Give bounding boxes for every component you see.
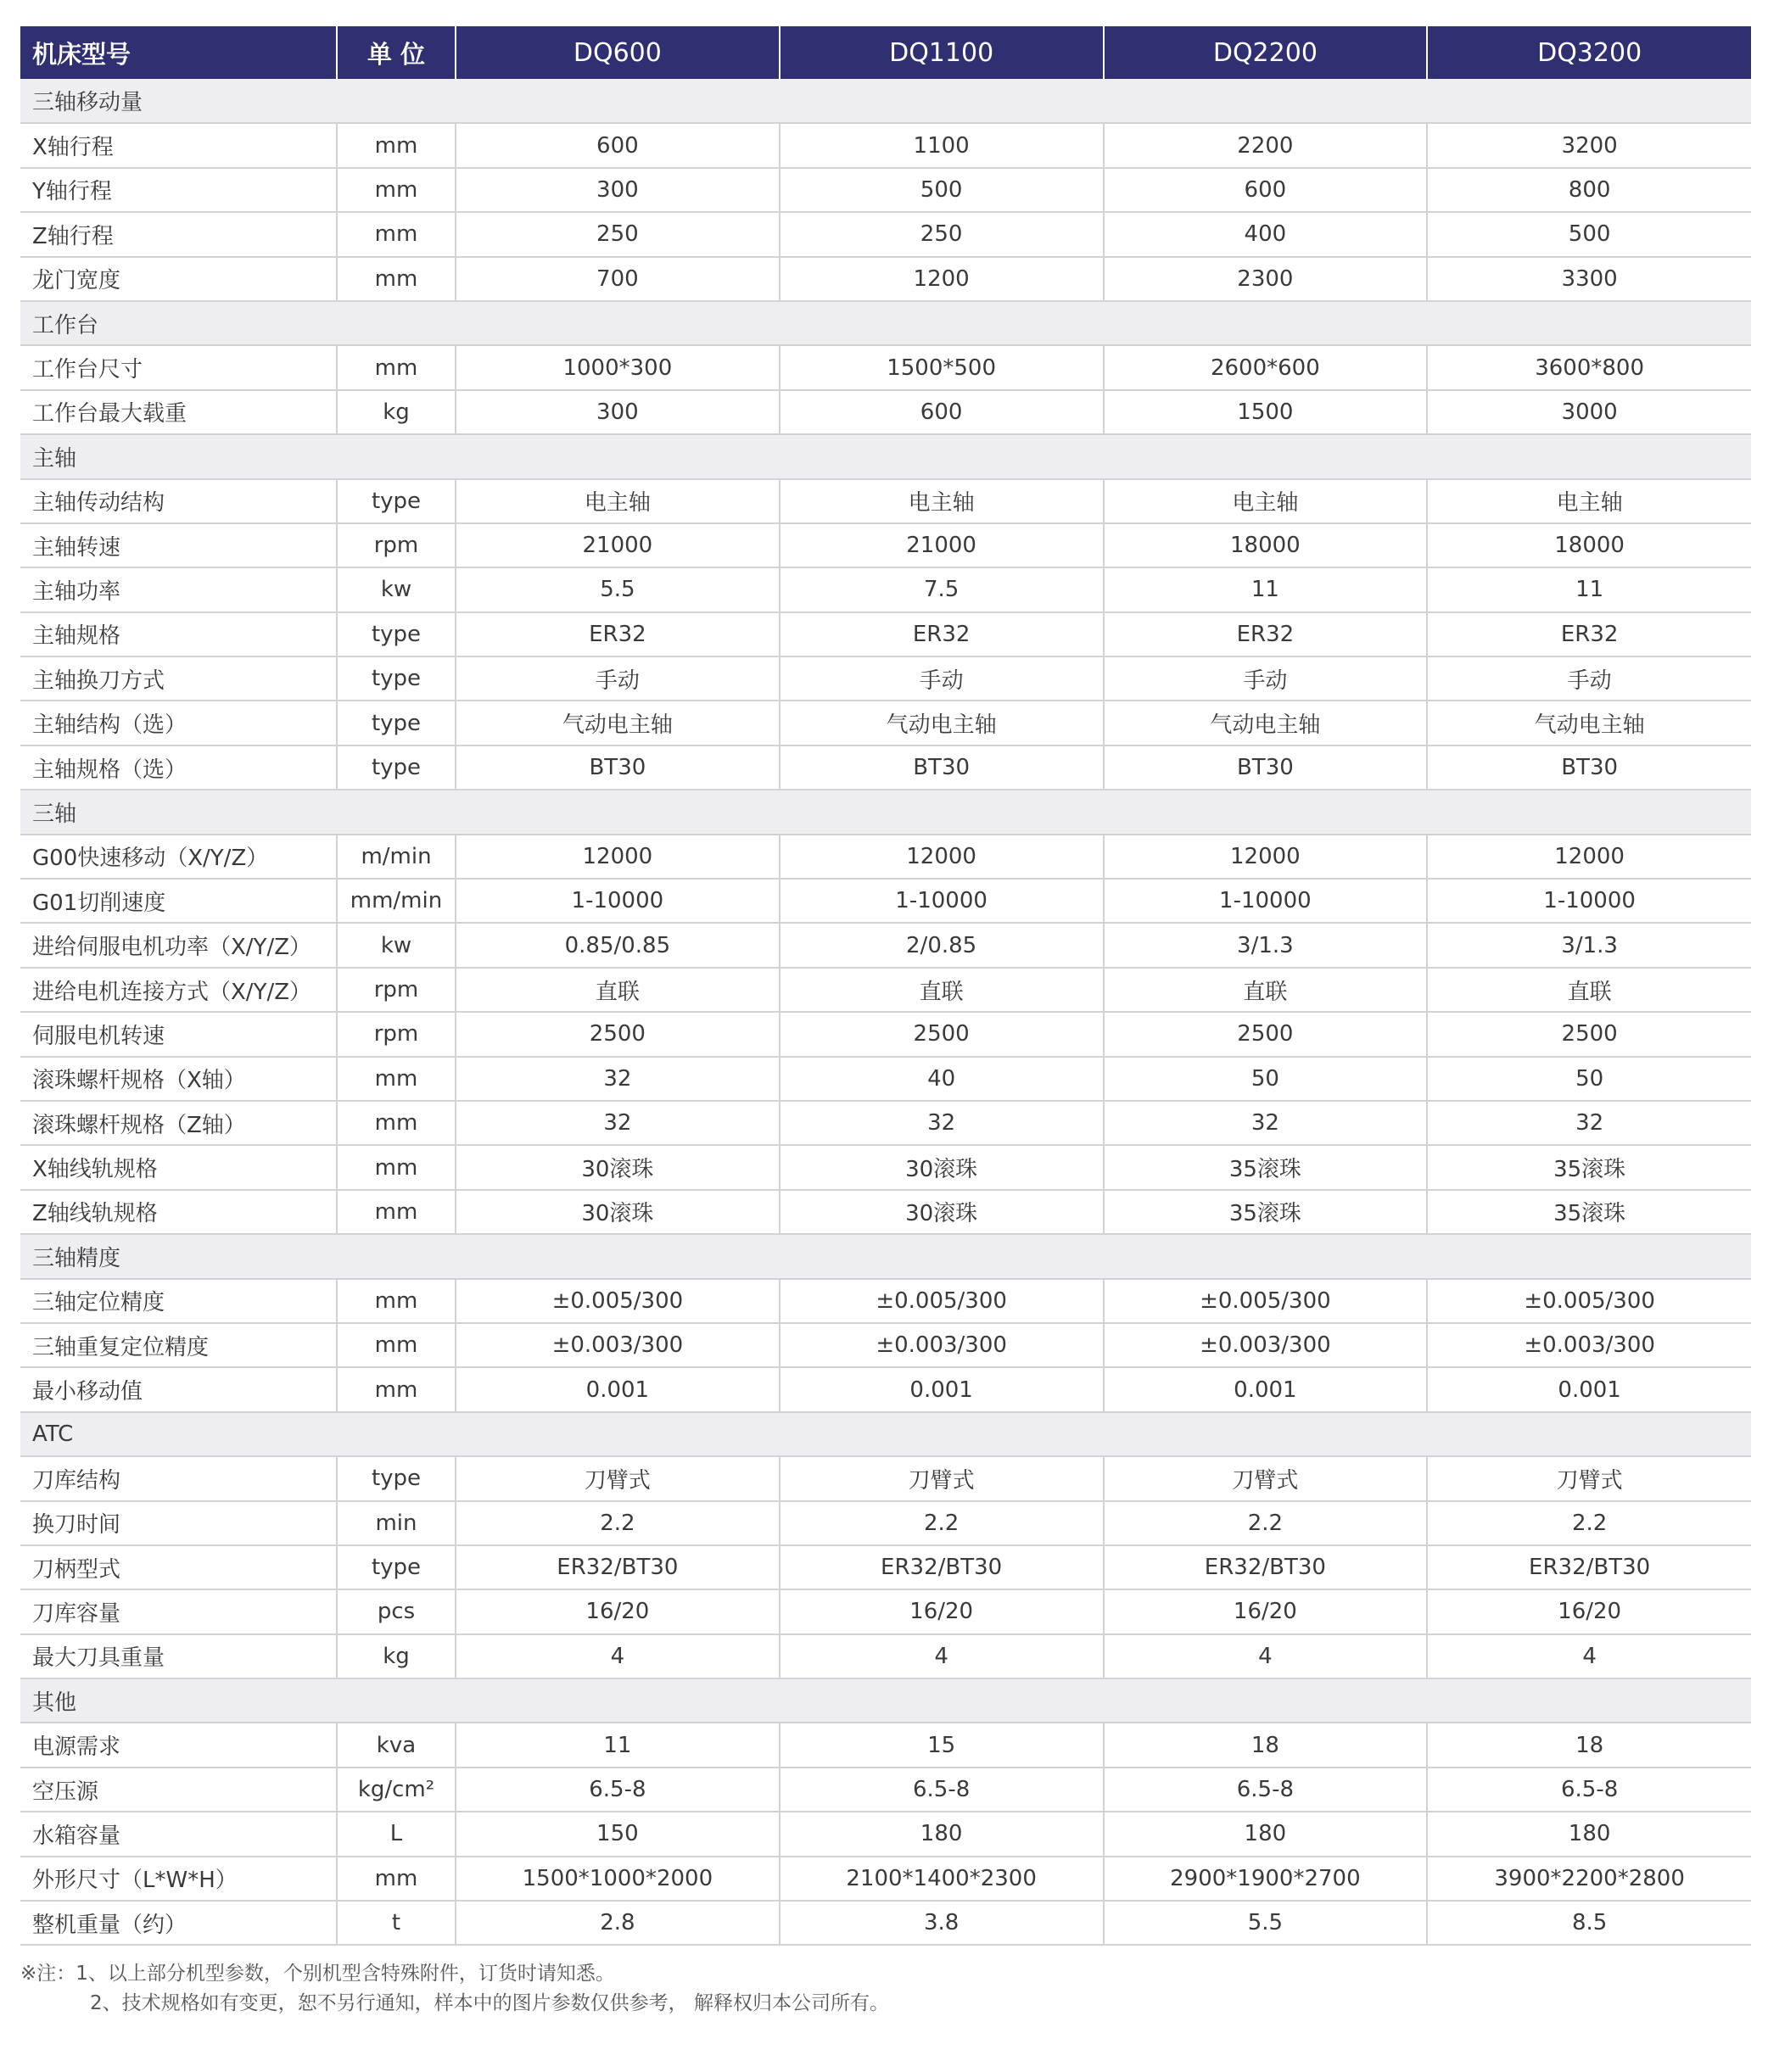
param-unit: type — [337, 1456, 456, 1500]
param-value: 600 — [456, 123, 780, 167]
param-value: 气动电主轴 — [780, 701, 1104, 745]
param-value: 手动 — [1104, 656, 1428, 701]
param-name: X轴线轨规格 — [20, 1145, 337, 1189]
param-value: 2500 — [780, 1012, 1104, 1056]
table-row — [20, 1145, 1751, 1189]
param-value: 1000*300 — [456, 345, 780, 389]
table-row — [20, 1589, 1751, 1634]
param-value: 2500 — [456, 1012, 780, 1056]
param-value: 12000 — [780, 835, 1104, 879]
header-model: DQ600 — [456, 26, 780, 79]
param-value: 500 — [1427, 212, 1751, 256]
param-value: ±0.005/300 — [1427, 1279, 1751, 1323]
param-name: 滚珠螺杆规格（X轴） — [20, 1057, 337, 1101]
param-value: 4 — [1104, 1634, 1428, 1678]
param-value: 2.2 — [1104, 1501, 1428, 1545]
param-name: 主轴换刀方式 — [20, 656, 337, 701]
table-row — [20, 390, 1751, 434]
param-value: ER32 — [456, 612, 780, 656]
param-value: 4 — [1427, 1634, 1751, 1678]
spec-body — [20, 79, 1751, 1945]
param-value: 5.5 — [1104, 1901, 1428, 1945]
param-value: 40 — [780, 1057, 1104, 1101]
param-value: 21000 — [780, 523, 1104, 567]
param-value: 800 — [1427, 168, 1751, 212]
param-value: 2900*1900*2700 — [1104, 1857, 1428, 1901]
param-value: ±0.005/300 — [456, 1279, 780, 1323]
param-name: 整机重量（约） — [20, 1901, 337, 1945]
param-value: BT30 — [1104, 746, 1428, 790]
param-value: 手动 — [456, 656, 780, 701]
param-unit: mm — [337, 1190, 456, 1234]
table-row — [20, 168, 1751, 212]
param-name: 主轴规格 — [20, 612, 337, 656]
section-row — [20, 790, 1751, 834]
section-title: 三轴移动量 — [20, 79, 1751, 123]
param-unit: pcs — [337, 1589, 456, 1634]
param-value: 刀臂式 — [1104, 1456, 1428, 1500]
param-value: 手动 — [1427, 656, 1751, 701]
param-value: 180 — [1427, 1812, 1751, 1856]
header-model: DQ1100 — [780, 26, 1104, 79]
param-unit: rpm — [337, 523, 456, 567]
param-value: 7.5 — [780, 567, 1104, 612]
table-row — [20, 212, 1751, 256]
section-row — [20, 1678, 1751, 1723]
param-name: 外形尺寸（L*W*H） — [20, 1857, 337, 1901]
param-value: 16/20 — [456, 1589, 780, 1634]
param-value: 1-10000 — [780, 879, 1104, 923]
param-value: 35滚珠 — [1427, 1190, 1751, 1234]
param-value: 刀臂式 — [1427, 1456, 1751, 1500]
param-value: 3200 — [1427, 123, 1751, 167]
table-row — [20, 1501, 1751, 1545]
param-unit: type — [337, 612, 456, 656]
table-row — [20, 1190, 1751, 1234]
param-value: 11 — [456, 1723, 780, 1767]
param-name: 刀库结构 — [20, 1456, 337, 1500]
param-unit: mm — [337, 1279, 456, 1323]
param-value: 35滚珠 — [1104, 1190, 1428, 1234]
param-unit: mm — [337, 1145, 456, 1189]
param-unit: kw — [337, 567, 456, 612]
param-value: 6.5-8 — [780, 1768, 1104, 1812]
param-unit: type — [337, 656, 456, 701]
param-value: 250 — [456, 212, 780, 256]
table-row — [20, 923, 1751, 967]
param-value: 1-10000 — [1104, 879, 1428, 923]
param-value: 2300 — [1104, 257, 1428, 301]
param-value: 50 — [1104, 1057, 1428, 1101]
param-value: 18 — [1427, 1723, 1751, 1767]
param-value: 4 — [456, 1634, 780, 1678]
param-value: 150 — [456, 1812, 780, 1856]
table-row — [20, 656, 1751, 701]
param-value: 刀臂式 — [780, 1456, 1104, 1500]
param-value: 0.001 — [456, 1367, 780, 1411]
param-value: ER32/BT30 — [456, 1545, 780, 1589]
param-unit: mm — [337, 345, 456, 389]
table-row — [20, 968, 1751, 1012]
param-value: 6.5-8 — [1104, 1768, 1428, 1812]
header-model: DQ3200 — [1427, 26, 1751, 79]
param-value: 1-10000 — [456, 879, 780, 923]
param-value: 3000 — [1427, 390, 1751, 434]
param-value: 3/1.3 — [1104, 923, 1428, 967]
section-title: 三轴 — [20, 790, 1751, 834]
table-row — [20, 1901, 1751, 1945]
section-title: 工作台 — [20, 301, 1751, 345]
header-param-label: 机床型号 — [20, 26, 337, 79]
param-value: ER32/BT30 — [780, 1545, 1104, 1589]
section-title: ATC — [20, 1412, 1751, 1456]
param-value: 600 — [1104, 168, 1428, 212]
param-value: 0.001 — [780, 1367, 1104, 1411]
param-value: 0.85/0.85 — [456, 923, 780, 967]
param-value: ±0.005/300 — [1104, 1279, 1428, 1323]
param-unit: mm — [337, 168, 456, 212]
spec-table — [20, 26, 1751, 1946]
param-value: 0.001 — [1104, 1367, 1428, 1411]
table-row — [20, 567, 1751, 612]
param-value: 11 — [1427, 567, 1751, 612]
param-name: 主轴结构（选） — [20, 701, 337, 745]
param-unit: type — [337, 701, 456, 745]
param-value: 18000 — [1104, 523, 1428, 567]
table-row — [20, 1279, 1751, 1323]
param-value: 18000 — [1427, 523, 1751, 567]
param-value: 3600*800 — [1427, 345, 1751, 389]
param-value: 500 — [780, 168, 1104, 212]
param-value: 2100*1400*2300 — [780, 1857, 1104, 1901]
param-value: 6.5-8 — [456, 1768, 780, 1812]
param-value: 300 — [456, 390, 780, 434]
table-row — [20, 1456, 1751, 1500]
param-unit: type — [337, 746, 456, 790]
header-model: DQ2200 — [1104, 26, 1428, 79]
table-row — [20, 612, 1751, 656]
param-name: 刀库容量 — [20, 1589, 337, 1634]
table-row — [20, 1057, 1751, 1101]
table-row — [20, 879, 1751, 923]
param-value: ER32 — [780, 612, 1104, 656]
param-value: 2600*600 — [1104, 345, 1428, 389]
param-unit: kva — [337, 1723, 456, 1767]
param-value: 3900*2200*2800 — [1427, 1857, 1751, 1901]
param-value: ±0.005/300 — [780, 1279, 1104, 1323]
param-unit: kg — [337, 1634, 456, 1678]
param-value: 1500 — [1104, 390, 1428, 434]
section-row — [20, 79, 1751, 123]
param-value: ±0.003/300 — [780, 1323, 1104, 1367]
param-value: 16/20 — [1104, 1589, 1428, 1634]
param-unit: kg — [337, 390, 456, 434]
param-name: 最小移动值 — [20, 1367, 337, 1411]
section-row — [20, 1412, 1751, 1456]
param-name: 工作台尺寸 — [20, 345, 337, 389]
param-value: 400 — [1104, 212, 1428, 256]
param-value: 3.8 — [780, 1901, 1104, 1945]
param-value: ER32/BT30 — [1104, 1545, 1428, 1589]
param-value: 21000 — [456, 523, 780, 567]
param-name: 三轴重复定位精度 — [20, 1323, 337, 1367]
param-name: 刀柄型式 — [20, 1545, 337, 1589]
param-unit: mm/min — [337, 879, 456, 923]
param-name: 主轴转速 — [20, 523, 337, 567]
param-name: 主轴传动结构 — [20, 479, 337, 523]
param-value: 700 — [456, 257, 780, 301]
param-name: G01切削速度 — [20, 879, 337, 923]
table-row — [20, 1768, 1751, 1812]
param-name: 龙门宽度 — [20, 257, 337, 301]
param-value: 电主轴 — [1427, 479, 1751, 523]
param-value: 6.5-8 — [1427, 1768, 1751, 1812]
param-value: 8.5 — [1427, 1901, 1751, 1945]
param-value: 电主轴 — [456, 479, 780, 523]
param-value: 35滚珠 — [1427, 1145, 1751, 1189]
param-value: 3/1.3 — [1427, 923, 1751, 967]
param-name: 三轴定位精度 — [20, 1279, 337, 1323]
param-name: G00快速移动（X/Y/Z） — [20, 835, 337, 879]
param-value: 手动 — [780, 656, 1104, 701]
param-value: 32 — [1104, 1101, 1428, 1145]
param-value: 1100 — [780, 123, 1104, 167]
param-unit: rpm — [337, 1012, 456, 1056]
param-value: 1-10000 — [1427, 879, 1751, 923]
param-unit: type — [337, 1545, 456, 1589]
param-value: 4 — [780, 1634, 1104, 1678]
param-value: 180 — [780, 1812, 1104, 1856]
param-name: 换刀时间 — [20, 1501, 337, 1545]
param-value: 2.2 — [1427, 1501, 1751, 1545]
param-value: 15 — [780, 1723, 1104, 1767]
section-row — [20, 1234, 1751, 1278]
table-row — [20, 1101, 1751, 1145]
param-name: X轴行程 — [20, 123, 337, 167]
param-unit: t — [337, 1901, 456, 1945]
param-unit: mm — [337, 212, 456, 256]
param-value: 直联 — [1427, 968, 1751, 1012]
param-value: 250 — [780, 212, 1104, 256]
table-row — [20, 701, 1751, 745]
param-name: 电源需求 — [20, 1723, 337, 1767]
param-value: 600 — [780, 390, 1104, 434]
table-row — [20, 345, 1751, 389]
param-value: 直联 — [780, 968, 1104, 1012]
param-value: 300 — [456, 168, 780, 212]
param-value: 2500 — [1104, 1012, 1428, 1056]
param-unit: mm — [337, 1367, 456, 1411]
param-value: ER32/BT30 — [1427, 1545, 1751, 1589]
table-row — [20, 835, 1751, 879]
param-name: 进给伺服电机功率（X/Y/Z） — [20, 923, 337, 967]
param-name: Z轴行程 — [20, 212, 337, 256]
param-value: BT30 — [456, 746, 780, 790]
param-value: 2.8 — [456, 1901, 780, 1945]
param-value: 2200 — [1104, 123, 1428, 167]
param-name: 伺服电机转速 — [20, 1012, 337, 1056]
table-row — [20, 1723, 1751, 1767]
header-unit-label: 单 位 — [337, 26, 456, 79]
header-row — [20, 26, 1751, 79]
param-value: 11 — [1104, 567, 1428, 612]
param-value: 5.5 — [456, 567, 780, 612]
param-value: 电主轴 — [1104, 479, 1428, 523]
param-value: 2500 — [1427, 1012, 1751, 1056]
param-unit: L — [337, 1812, 456, 1856]
section-title: 主轴 — [20, 434, 1751, 478]
param-value: 2.2 — [780, 1501, 1104, 1545]
param-unit: kg/cm² — [337, 1768, 456, 1812]
table-row — [20, 1857, 1751, 1901]
param-unit: mm — [337, 123, 456, 167]
param-value: 32 — [780, 1101, 1104, 1145]
param-value: ±0.003/300 — [1427, 1323, 1751, 1367]
param-value: 2/0.85 — [780, 923, 1104, 967]
section-title: 三轴精度 — [20, 1234, 1751, 1278]
param-name: 水箱容量 — [20, 1812, 337, 1856]
footnote-line: 2、技术规格如有变更，恕不另行通知，样本中的图片参数仅供参考， 解释权归本公司所有。 — [90, 1992, 889, 2014]
table-row — [20, 1812, 1751, 1856]
param-unit: mm — [337, 1857, 456, 1901]
param-value: 直联 — [1104, 968, 1428, 1012]
param-value: 直联 — [456, 968, 780, 1012]
param-value: BT30 — [1427, 746, 1751, 790]
param-value: 气动电主轴 — [1104, 701, 1428, 745]
param-unit: kw — [337, 923, 456, 967]
param-value: 18 — [1104, 1723, 1428, 1767]
table-row — [20, 1012, 1751, 1056]
table-row — [20, 523, 1751, 567]
param-value: ER32 — [1104, 612, 1428, 656]
param-value: 32 — [456, 1101, 780, 1145]
param-unit: type — [337, 479, 456, 523]
footnote-line: ※注：1、以上部分机型参数，个别机型含特殊附件，订货时请知悉。 — [20, 1963, 615, 1985]
param-unit: rpm — [337, 968, 456, 1012]
param-value: ±0.003/300 — [1104, 1323, 1428, 1367]
param-value: 刀臂式 — [456, 1456, 780, 1500]
param-value: 30滚珠 — [780, 1190, 1104, 1234]
footnotes — [20, 1959, 889, 2019]
section-row — [20, 434, 1751, 478]
param-value: 32 — [1427, 1101, 1751, 1145]
param-value: BT30 — [780, 746, 1104, 790]
param-unit: mm — [337, 1323, 456, 1367]
param-unit: mm — [337, 1101, 456, 1145]
table-row — [20, 746, 1751, 790]
param-value: 30滚珠 — [456, 1145, 780, 1189]
param-unit: mm — [337, 257, 456, 301]
param-unit: m/min — [337, 835, 456, 879]
param-value: 12000 — [1104, 835, 1428, 879]
param-value: ER32 — [1427, 612, 1751, 656]
table-row — [20, 257, 1751, 301]
param-value: 12000 — [1427, 835, 1751, 879]
table-row — [20, 1545, 1751, 1589]
param-name: 空压源 — [20, 1768, 337, 1812]
section-row — [20, 301, 1751, 345]
param-value: 气动电主轴 — [456, 701, 780, 745]
param-value: 1500*500 — [780, 345, 1104, 389]
param-name: 主轴规格（选） — [20, 746, 337, 790]
param-value: 16/20 — [780, 1589, 1104, 1634]
table-row — [20, 1367, 1751, 1411]
param-value: 30滚珠 — [456, 1190, 780, 1234]
section-title: 其他 — [20, 1678, 1751, 1723]
param-value: 180 — [1104, 1812, 1428, 1856]
param-unit: min — [337, 1501, 456, 1545]
param-value: 1500*1000*2000 — [456, 1857, 780, 1901]
param-value: 30滚珠 — [780, 1145, 1104, 1189]
param-value: 16/20 — [1427, 1589, 1751, 1634]
param-value: 1200 — [780, 257, 1104, 301]
table-row — [20, 1323, 1751, 1367]
param-name: 主轴功率 — [20, 567, 337, 612]
param-value: 气动电主轴 — [1427, 701, 1751, 745]
param-name: 工作台最大载重 — [20, 390, 337, 434]
param-name: Z轴线轨规格 — [20, 1190, 337, 1234]
param-name: 最大刀具重量 — [20, 1634, 337, 1678]
param-value: 0.001 — [1427, 1367, 1751, 1411]
table-row — [20, 1634, 1751, 1678]
param-value: 电主轴 — [780, 479, 1104, 523]
param-value: 50 — [1427, 1057, 1751, 1101]
param-value: 12000 — [456, 835, 780, 879]
table-row — [20, 479, 1751, 523]
param-unit: mm — [337, 1057, 456, 1101]
param-value: 3300 — [1427, 257, 1751, 301]
table-row — [20, 123, 1751, 167]
param-value: ±0.003/300 — [456, 1323, 780, 1367]
param-name: 进给电机连接方式（X/Y/Z） — [20, 968, 337, 1012]
param-name: 滚珠螺杆规格（Z轴） — [20, 1101, 337, 1145]
param-value: 32 — [456, 1057, 780, 1101]
param-name: Y轴行程 — [20, 168, 337, 212]
param-value: 2.2 — [456, 1501, 780, 1545]
param-value: 35滚珠 — [1104, 1145, 1428, 1189]
